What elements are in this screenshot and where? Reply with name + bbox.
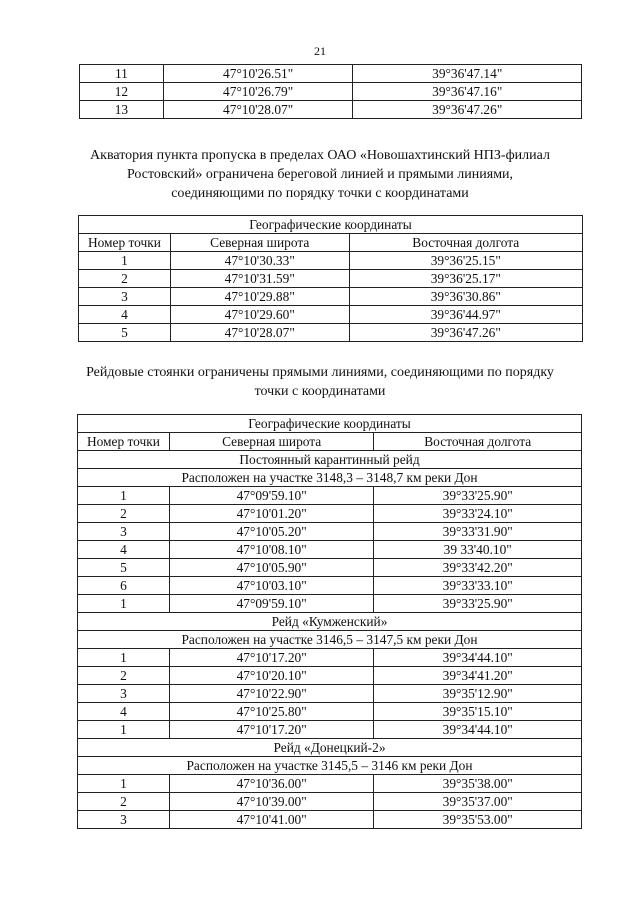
point-number-cell: 12 bbox=[80, 83, 164, 101]
point-number-cell: 4 bbox=[78, 703, 170, 721]
paragraph-line: Акватория пункта пропуска в пределах ОАО «Новошахтинский НПЗ-филиал bbox=[90, 148, 550, 163]
latitude-cell: 47°10'22.90" bbox=[169, 685, 374, 703]
column-header-longitude: Восточная долгота bbox=[374, 433, 582, 451]
table-row bbox=[79, 288, 583, 306]
latitude-cell: 47°09'59.10" bbox=[169, 487, 374, 505]
longitude-cell: 39°36'47.26" bbox=[353, 101, 582, 119]
longitude-cell: 39°36'47.16" bbox=[353, 83, 582, 101]
latitude-cell: 47°10'05.20" bbox=[169, 523, 374, 541]
table-row bbox=[78, 541, 582, 559]
latitude-cell: 47°10'39.00" bbox=[169, 793, 374, 811]
longitude-cell: 39°34'44.10" bbox=[374, 721, 582, 739]
latitude-cell: 47°10'25.80" bbox=[169, 703, 374, 721]
point-number-cell: 1 bbox=[78, 721, 170, 739]
longitude-cell: 39°36'44.97" bbox=[349, 306, 582, 324]
latitude-cell: 47°09'59.10" bbox=[169, 595, 374, 613]
column-header-latitude: Северная широта bbox=[169, 433, 374, 451]
point-number-cell: 1 bbox=[79, 252, 171, 270]
point-number-cell: 1 bbox=[78, 487, 170, 505]
latitude-cell: 47°10'01.20" bbox=[169, 505, 374, 523]
longitude-cell: 39°33'33.10" bbox=[374, 577, 582, 595]
latitude-cell: 47°10'26.79" bbox=[163, 83, 353, 101]
table-row bbox=[79, 252, 583, 270]
longitude-cell: 39°33'25.90" bbox=[374, 595, 582, 613]
section-row bbox=[78, 757, 582, 775]
roadstead-coordinates-table bbox=[77, 414, 582, 829]
longitude-cell: 39°35'15.10" bbox=[374, 703, 582, 721]
table-row bbox=[78, 685, 582, 703]
table-row bbox=[78, 577, 582, 595]
section-subtitle: Расположен на участке 3148,3 – 3148,7 км реки Дон bbox=[78, 469, 582, 487]
longitude-cell: 39°35'12.90" bbox=[374, 685, 582, 703]
table-row bbox=[78, 559, 582, 577]
section-subtitle: Расположен на участке 3146,5 – 3147,5 км реки Дон bbox=[78, 631, 582, 649]
point-number-cell: 5 bbox=[79, 324, 171, 342]
paragraph-line: точки с координатами bbox=[254, 384, 386, 399]
latitude-cell: 47°10'29.60" bbox=[170, 306, 349, 324]
table-row bbox=[78, 793, 582, 811]
table-row bbox=[78, 667, 582, 685]
latitude-cell: 47°10'31.59" bbox=[170, 270, 349, 288]
group-header: Географические координаты bbox=[79, 216, 583, 234]
paragraph-line: Ростовский» ограничена береговой линией и прямыми линиями, bbox=[126, 167, 514, 182]
table-row bbox=[79, 306, 583, 324]
section-row bbox=[78, 451, 582, 469]
table-row bbox=[78, 487, 582, 505]
point-number-cell: 3 bbox=[78, 685, 170, 703]
longitude-cell: 39°36'47.14" bbox=[353, 65, 582, 83]
section-subtitle: Расположен на участке 3145,5 – 3146 км реки Дон bbox=[78, 757, 582, 775]
group-header: Географические координаты bbox=[78, 415, 582, 433]
section-row bbox=[78, 469, 582, 487]
section-row bbox=[78, 613, 582, 631]
table-row bbox=[80, 65, 582, 83]
table-row bbox=[78, 523, 582, 541]
latitude-cell: 47°10'05.90" bbox=[169, 559, 374, 577]
column-header-point-number: Номер точки bbox=[78, 433, 170, 451]
longitude-cell: 39°34'41.20" bbox=[374, 667, 582, 685]
longitude-cell: 39°36'25.15" bbox=[349, 252, 582, 270]
paragraph-roadsteads bbox=[0, 363, 640, 401]
point-number-cell: 1 bbox=[78, 649, 170, 667]
point-number-cell: 6 bbox=[78, 577, 170, 595]
table-row bbox=[78, 811, 582, 829]
table-row bbox=[78, 775, 582, 793]
longitude-cell: 39°36'30.86" bbox=[349, 288, 582, 306]
latitude-cell: 47°10'20.10" bbox=[169, 667, 374, 685]
table-row bbox=[78, 505, 582, 523]
paragraph-line: соединяющими по порядку точки с координатами bbox=[171, 186, 469, 201]
latitude-cell: 47°10'28.07" bbox=[170, 324, 349, 342]
point-number-cell: 11 bbox=[80, 65, 164, 83]
point-number-cell: 2 bbox=[79, 270, 171, 288]
paragraph-line: Рейдовые стоянки ограничены прямыми линиями, соединяющими по порядку bbox=[86, 365, 554, 380]
table-row bbox=[78, 721, 582, 739]
latitude-cell: 47°10'29.88" bbox=[170, 288, 349, 306]
column-header-point-number: Номер точки bbox=[79, 234, 171, 252]
latitude-cell: 47°10'36.00" bbox=[169, 775, 374, 793]
longitude-cell: 39°34'44.10" bbox=[374, 649, 582, 667]
point-number-cell: 4 bbox=[79, 306, 171, 324]
point-number-cell: 3 bbox=[79, 288, 171, 306]
latitude-cell: 47°10'26.51" bbox=[163, 65, 353, 83]
longitude-cell: 39°36'47.26" bbox=[349, 324, 582, 342]
point-number-cell: 2 bbox=[78, 793, 170, 811]
latitude-cell: 47°10'08.10" bbox=[169, 541, 374, 559]
point-number-cell: 1 bbox=[78, 775, 170, 793]
table-row bbox=[80, 101, 582, 119]
longitude-cell: 39°35'38.00" bbox=[374, 775, 582, 793]
table-row bbox=[78, 649, 582, 667]
longitude-cell: 39°36'25.17" bbox=[349, 270, 582, 288]
point-number-cell: 13 bbox=[80, 101, 164, 119]
longitude-cell: 39°33'31.90" bbox=[374, 523, 582, 541]
column-header-latitude: Северная широта bbox=[170, 234, 349, 252]
longitude-cell: 39 33'40.10" bbox=[374, 541, 582, 559]
point-number-cell: 4 bbox=[78, 541, 170, 559]
section-title: Рейд «Кумженский» bbox=[78, 613, 582, 631]
section-row bbox=[78, 739, 582, 757]
water-area-coordinates-table bbox=[78, 215, 583, 342]
point-number-cell: 3 bbox=[78, 523, 170, 541]
latitude-cell: 47°10'03.10" bbox=[169, 577, 374, 595]
table-row bbox=[80, 83, 582, 101]
longitude-cell: 39°35'53.00" bbox=[374, 811, 582, 829]
latitude-cell: 47°10'41.00" bbox=[169, 811, 374, 829]
section-row bbox=[78, 631, 582, 649]
point-number-cell: 1 bbox=[78, 595, 170, 613]
latitude-cell: 47°10'17.20" bbox=[169, 649, 374, 667]
section-title: Постоянный карантинный рейд bbox=[78, 451, 582, 469]
longitude-cell: 39°33'42.20" bbox=[374, 559, 582, 577]
table-row bbox=[79, 324, 583, 342]
point-number-cell: 3 bbox=[78, 811, 170, 829]
point-number-cell: 5 bbox=[78, 559, 170, 577]
section-title: Рейд «Донецкий-2» bbox=[78, 739, 582, 757]
coordinates-table-continued bbox=[79, 64, 582, 119]
point-number-cell: 2 bbox=[78, 667, 170, 685]
longitude-cell: 39°35'37.00" bbox=[374, 793, 582, 811]
page-number: 21 bbox=[314, 44, 326, 58]
latitude-cell: 47°10'30.33" bbox=[170, 252, 349, 270]
table-row bbox=[78, 703, 582, 721]
point-number-cell: 2 bbox=[78, 505, 170, 523]
table-row bbox=[79, 270, 583, 288]
longitude-cell: 39°33'25.90" bbox=[374, 487, 582, 505]
table-row bbox=[78, 595, 582, 613]
latitude-cell: 47°10'28.07" bbox=[163, 101, 353, 119]
paragraph-water-area bbox=[0, 146, 640, 203]
column-header-longitude: Восточная долгота bbox=[349, 234, 582, 252]
latitude-cell: 47°10'17.20" bbox=[169, 721, 374, 739]
longitude-cell: 39°33'24.10" bbox=[374, 505, 582, 523]
